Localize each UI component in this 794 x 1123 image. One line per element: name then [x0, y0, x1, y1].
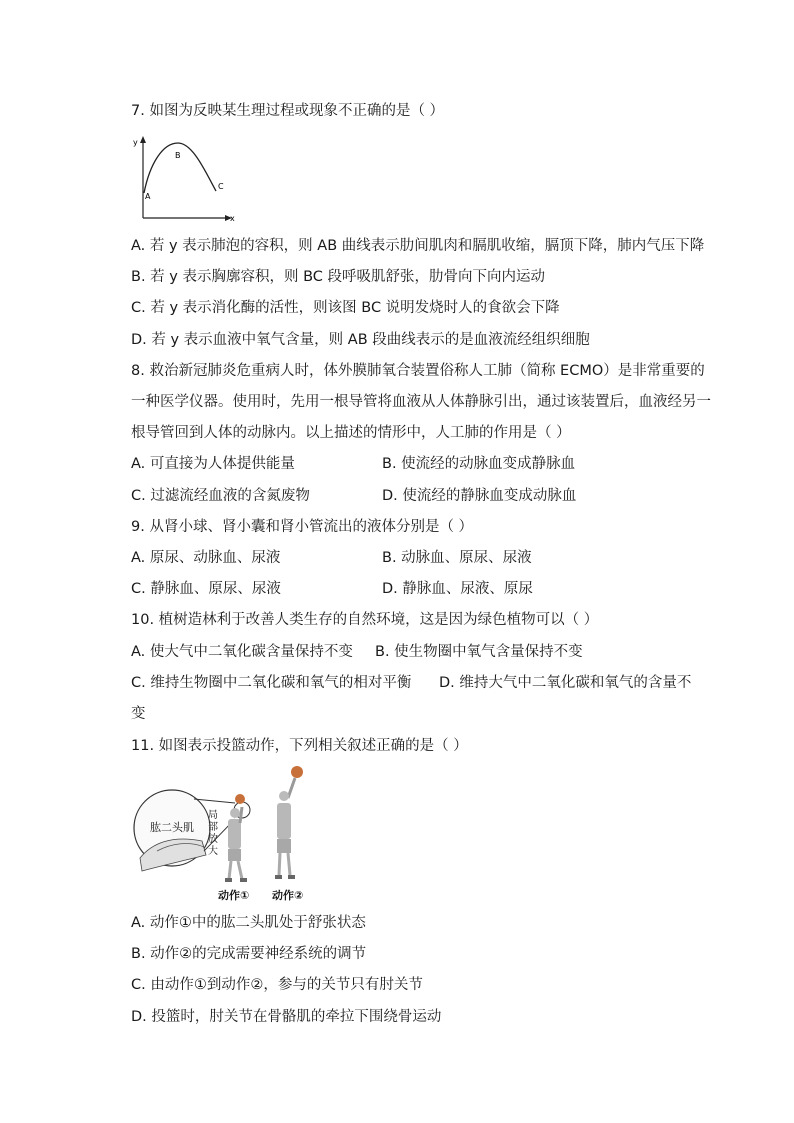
player2-torso — [277, 803, 291, 839]
player2-shoe-left — [275, 875, 282, 879]
q7-option-a: A. 若 y 表示肺泡的容积，则 AB 曲线表示肋间肌肉和膈肌收缩，膈顶下降，肺内气压下降 — [131, 238, 705, 254]
player-action1 — [225, 794, 247, 882]
q9-option-d: D. 静脉血、尿液、原尿 — [382, 581, 533, 597]
player1-shoe-left — [225, 878, 232, 882]
q7-graph — [128, 133, 238, 223]
q10-option-a: A. 使大气中二氧化碳含量保持不变 — [131, 644, 353, 660]
q8-stem-line1: 8. 救治新冠肺炎危重病人时，体外膜肺氧合装置俗称人工肺（简称 ECMO）是非常重要的 — [131, 363, 705, 379]
player1-leg-right — [238, 861, 242, 879]
q11-stem: 11. 如图表示投篮动作，下列相关叙述正确的是（ ） — [131, 738, 468, 754]
player1-shorts — [228, 849, 241, 861]
player2-shorts — [277, 839, 291, 853]
action2-label: 动作② — [272, 889, 304, 902]
q9-option-a: A. 原尿、动脉血、尿液 — [131, 550, 281, 566]
point-b-label: B — [175, 151, 181, 160]
q10-stem: 10. 植树造林利于改善人类生存的自然环境，这是因为绿色植物可以（ ） — [131, 612, 599, 628]
zoom-label-char1: 局 — [208, 810, 218, 821]
player1-leg-left — [229, 861, 231, 879]
muscle-label: 肱二头肌 — [150, 821, 194, 834]
point-c-label: C — [218, 182, 224, 191]
q10-option-c: C. 维持生物圈中二氧化碳和氧气的相对平衡 — [131, 675, 412, 691]
basketball-2 — [291, 766, 303, 778]
q11-option-a: A. 动作①中的肱二头肌处于舒张状态 — [131, 915, 366, 931]
q11-figure — [132, 763, 322, 906]
q10-option-b: B. 使生物圈中氧气含量保持不变 — [375, 644, 583, 660]
basketball-1 — [235, 794, 245, 804]
q8-option-b: B. 使流经的动脉血变成静脉血 — [382, 456, 576, 472]
q8-stem-line2: 一种医学仪器。使用时，先用一根导管将血液从人体静脉引出，通过该装置后，血液经另一 — [131, 394, 711, 410]
q7-option-d: D. 若 y 表示血液中氧气含量，则 AB 段曲线表示的是血液流经组织细胞 — [131, 332, 590, 348]
q7-stem: 7. 如图为反映某生理过程或现象不正确的是（ ） — [131, 103, 445, 119]
q11-option-b: B. 动作②的完成需要神经系统的调节 — [131, 946, 367, 962]
player2-arm — [288, 778, 295, 798]
q8-option-c: C. 过滤流经血液的含氮废物 — [131, 488, 310, 504]
point-a-label: A — [145, 192, 151, 201]
y-label: y — [133, 138, 138, 147]
player2-leg-left — [279, 853, 280, 875]
player2-shoe-right — [288, 875, 295, 879]
zoom-label-char3: 放 — [208, 834, 218, 845]
q8-option-a: A. 可直接为人体提供能量 — [131, 456, 295, 472]
zoom-label-char2: 部 — [208, 822, 218, 833]
q7-option-c: C. 若 y 表示消化酶的活性，则该图 BC 说明发烧时人的食欲会下降 — [131, 300, 560, 316]
player2-head — [279, 791, 289, 801]
q8-stem-line3: 根导管回到人体的动脉内。以上描述的情形中，人工肺的作用是（ ） — [131, 425, 571, 441]
player1-arm — [240, 807, 242, 823]
player-action2 — [275, 766, 303, 879]
q7-option-b: B. 若 y 表示胸廓容积，则 BC 段呼吸肌舒张，肋骨向下向内运动 — [131, 269, 545, 285]
q9-option-c: C. 静脉血、原尿、尿液 — [131, 581, 281, 597]
y-axis-arrow — [140, 136, 146, 143]
player2-leg-right — [288, 853, 290, 875]
q11-option-d: D. 投篮时，肘关节在骨骼肌的牵拉下围绕骨运动 — [131, 1009, 442, 1025]
action1-label: 动作① — [218, 889, 250, 902]
q11-option-c: C. 由动作①到动作②，参与的关节只有肘关节 — [131, 977, 423, 993]
zoom-label-char4: 大 — [208, 846, 218, 857]
q10-option-d: D. 维持大气中二氧化碳和氧气的含量不 — [439, 675, 692, 691]
q8-option-d: D. 使流经的静脉血变成动脉血 — [382, 488, 577, 504]
player1-head — [230, 808, 240, 818]
q9-stem: 9. 从肾小球、肾小囊和肾小管流出的液体分别是（ ） — [131, 519, 474, 535]
q10-option-d-continued: 变 — [131, 706, 146, 722]
x-label: x — [230, 214, 235, 223]
player1-shoe-right — [240, 878, 247, 882]
q9-option-b: B. 动脉血、原尿、尿液 — [382, 550, 532, 566]
player1-torso — [228, 819, 241, 849]
